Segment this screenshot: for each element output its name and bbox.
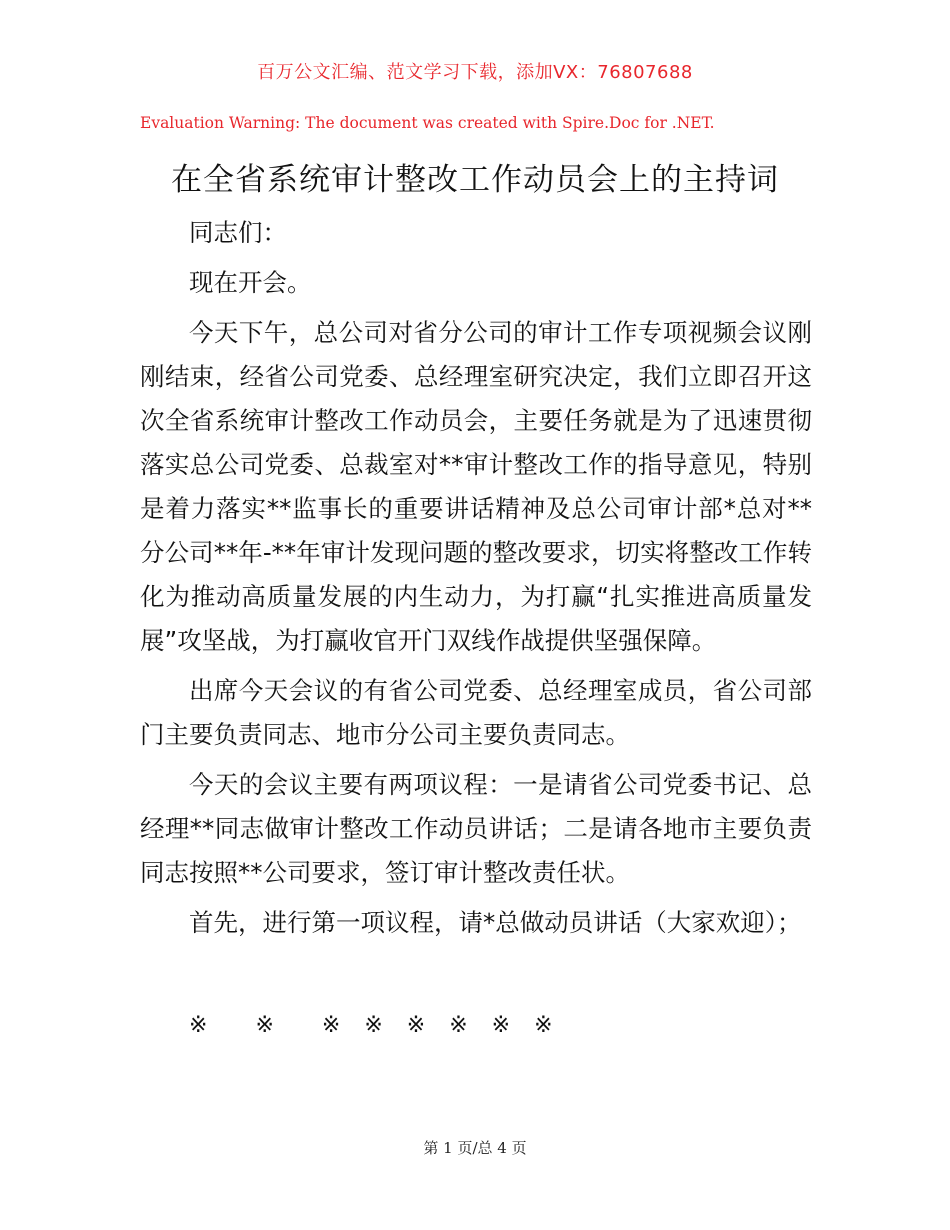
- paragraph-salutation: 同志们：: [189, 218, 287, 247]
- separator-symbol: ※: [189, 1013, 208, 1038]
- separator-symbol: ※: [491, 1013, 511, 1038]
- separator-symbol: ※: [406, 1013, 426, 1038]
- separator-symbols: [189, 1013, 553, 1038]
- document-body: [140, 211, 812, 951]
- paragraph-purpose: 今天下午，总公司对省分公司的审计工作专项视频会议刚刚结束，经省公司党委、总经理室研究决定，我们立即召开这次全省系统审计整改工作动员会，主要任务就是为了迅速贯彻落实总公司党委、总裁室对**审计整改工作的指导意见，特别是着力落实**监事长的重要讲话精神及总公司审计部*总对**分公司**年-**年审计发现问题的整改要求，切实将整改工作转化为推动高质量发展的内生动力，为打赢“扎实推进高质量发展”攻坚战，为打赢收官开门双线作战提供坚强保障。: [140, 318, 812, 655]
- paragraph-attendees: 出席今天会议的有省公司党委、总经理室成员，省公司部门主要负责同志、地市分公司主要负责同志。: [140, 676, 812, 749]
- separator-symbol: ※: [449, 1013, 468, 1038]
- page-number: 第 1 页/总 4 页: [423, 1139, 527, 1157]
- document-title: 在全省系统审计整改工作动员会上的主持词: [171, 162, 779, 198]
- separator-symbol: ※: [255, 1013, 274, 1038]
- header-banner: 百万公文汇编、范文学习下载，添加VX：76807688: [257, 62, 693, 83]
- paragraph-opening: 现在开会。: [189, 268, 312, 297]
- evaluation-warning: Evaluation Warning: The document was created with Spire.Doc for .NET.: [140, 114, 715, 132]
- separator-symbol: ※: [364, 1013, 383, 1038]
- separator-symbol: ※: [534, 1013, 553, 1038]
- separator-symbol: ※: [321, 1013, 341, 1038]
- paragraph-first-item: 首先，进行第一项议程，请*总做动员讲话（大家欢迎）；: [189, 908, 802, 937]
- paragraph-agenda: 今天的会议主要有两项议程：一是请省公司党委书记、总经理**同志做审计整改工作动员讲话；二是请各地市主要负责同志按照**公司要求，签订审计整改责任状。: [140, 770, 812, 887]
